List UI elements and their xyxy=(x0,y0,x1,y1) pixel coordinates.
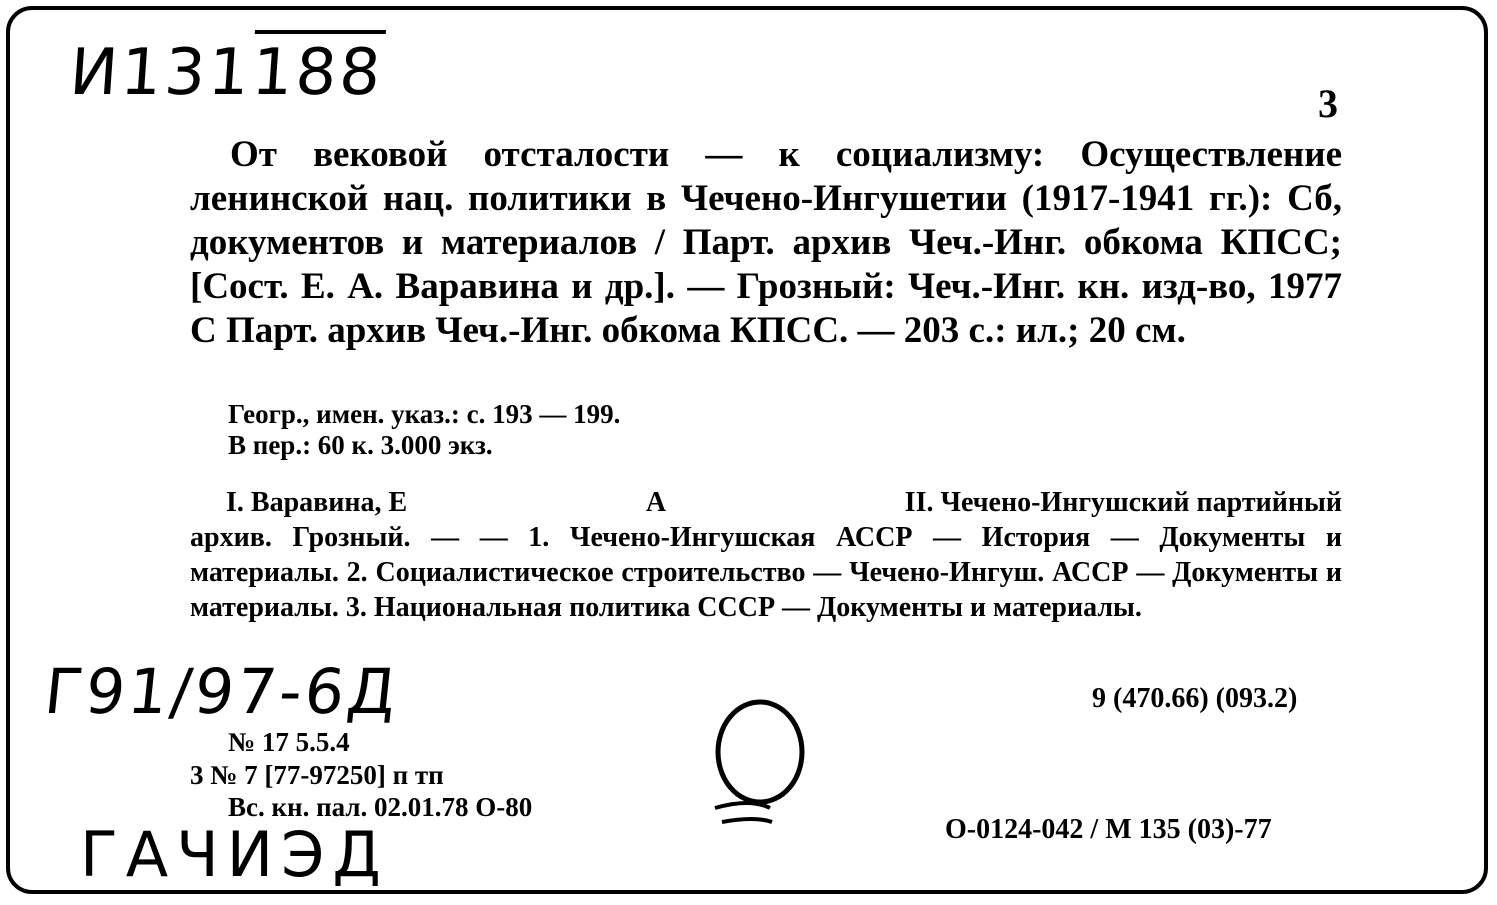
publication-code: О-0124-042 / М 135 (03)-77 xyxy=(945,814,1272,845)
catalog-line-1: № 17 5.5.4 xyxy=(228,727,350,757)
catalog-line-3: Вс. кн. пал. 02.01.78 О-80 xyxy=(228,792,533,822)
subject-author: I. Варавина, Е xyxy=(226,487,408,518)
subject-initial: А xyxy=(645,487,667,518)
handwritten-zero-stamp xyxy=(700,690,830,840)
page-number: 3 xyxy=(1318,81,1338,126)
shelfmark-part-b: 188 xyxy=(249,30,386,110)
price-note: В пер.: 60 к. 3.000 экз. xyxy=(228,430,493,460)
subject-first-line xyxy=(190,485,1342,520)
handwritten-left-mark: Г91/97-6Д xyxy=(41,655,403,728)
main-entry: От вековой отсталости — к социализму: Осуществление ленинской нац. политики в Чечено-Ингушетии (1917-1941 гг.): Сб, документов и материалов / Парт. архив Чеч.-Инг. обкома КПСС; [Сост. Е. А. Варавина и др.]. — Грозный: Чеч.-Инг. кн. изд-во, 1977 С Парт. архив Чеч.-Инг. обкома КПСС. — 203 с.: ил.; 20 см. xyxy=(190,134,1342,351)
handwritten-bottom-mark: ГАЧИЭД xyxy=(80,818,389,891)
udc-code: 9 (470.66) (093.2) xyxy=(1092,683,1298,714)
subject-headings xyxy=(190,485,1342,625)
subject-rest: архив. Грозный. — — 1. Чечено-Ингушская АССР — История — Документы и материалы. 2. Социалистическое строительство — Чечено-Ингуш. АССР — Документы и материалы. 3. Национальная политика СССР — Документы и материалы. xyxy=(190,522,1342,623)
subject-organization: II. Чечено-Ингушский партийный xyxy=(904,487,1342,518)
catalog-line-2: 3 № 7 [77-97250] п тп xyxy=(190,760,444,790)
index-note: Геогр., имен. указ.: с. 193 — 199. xyxy=(228,399,621,429)
shelfmark-part-a: И131 xyxy=(67,36,255,110)
handwritten-shelfmark xyxy=(67,36,385,110)
